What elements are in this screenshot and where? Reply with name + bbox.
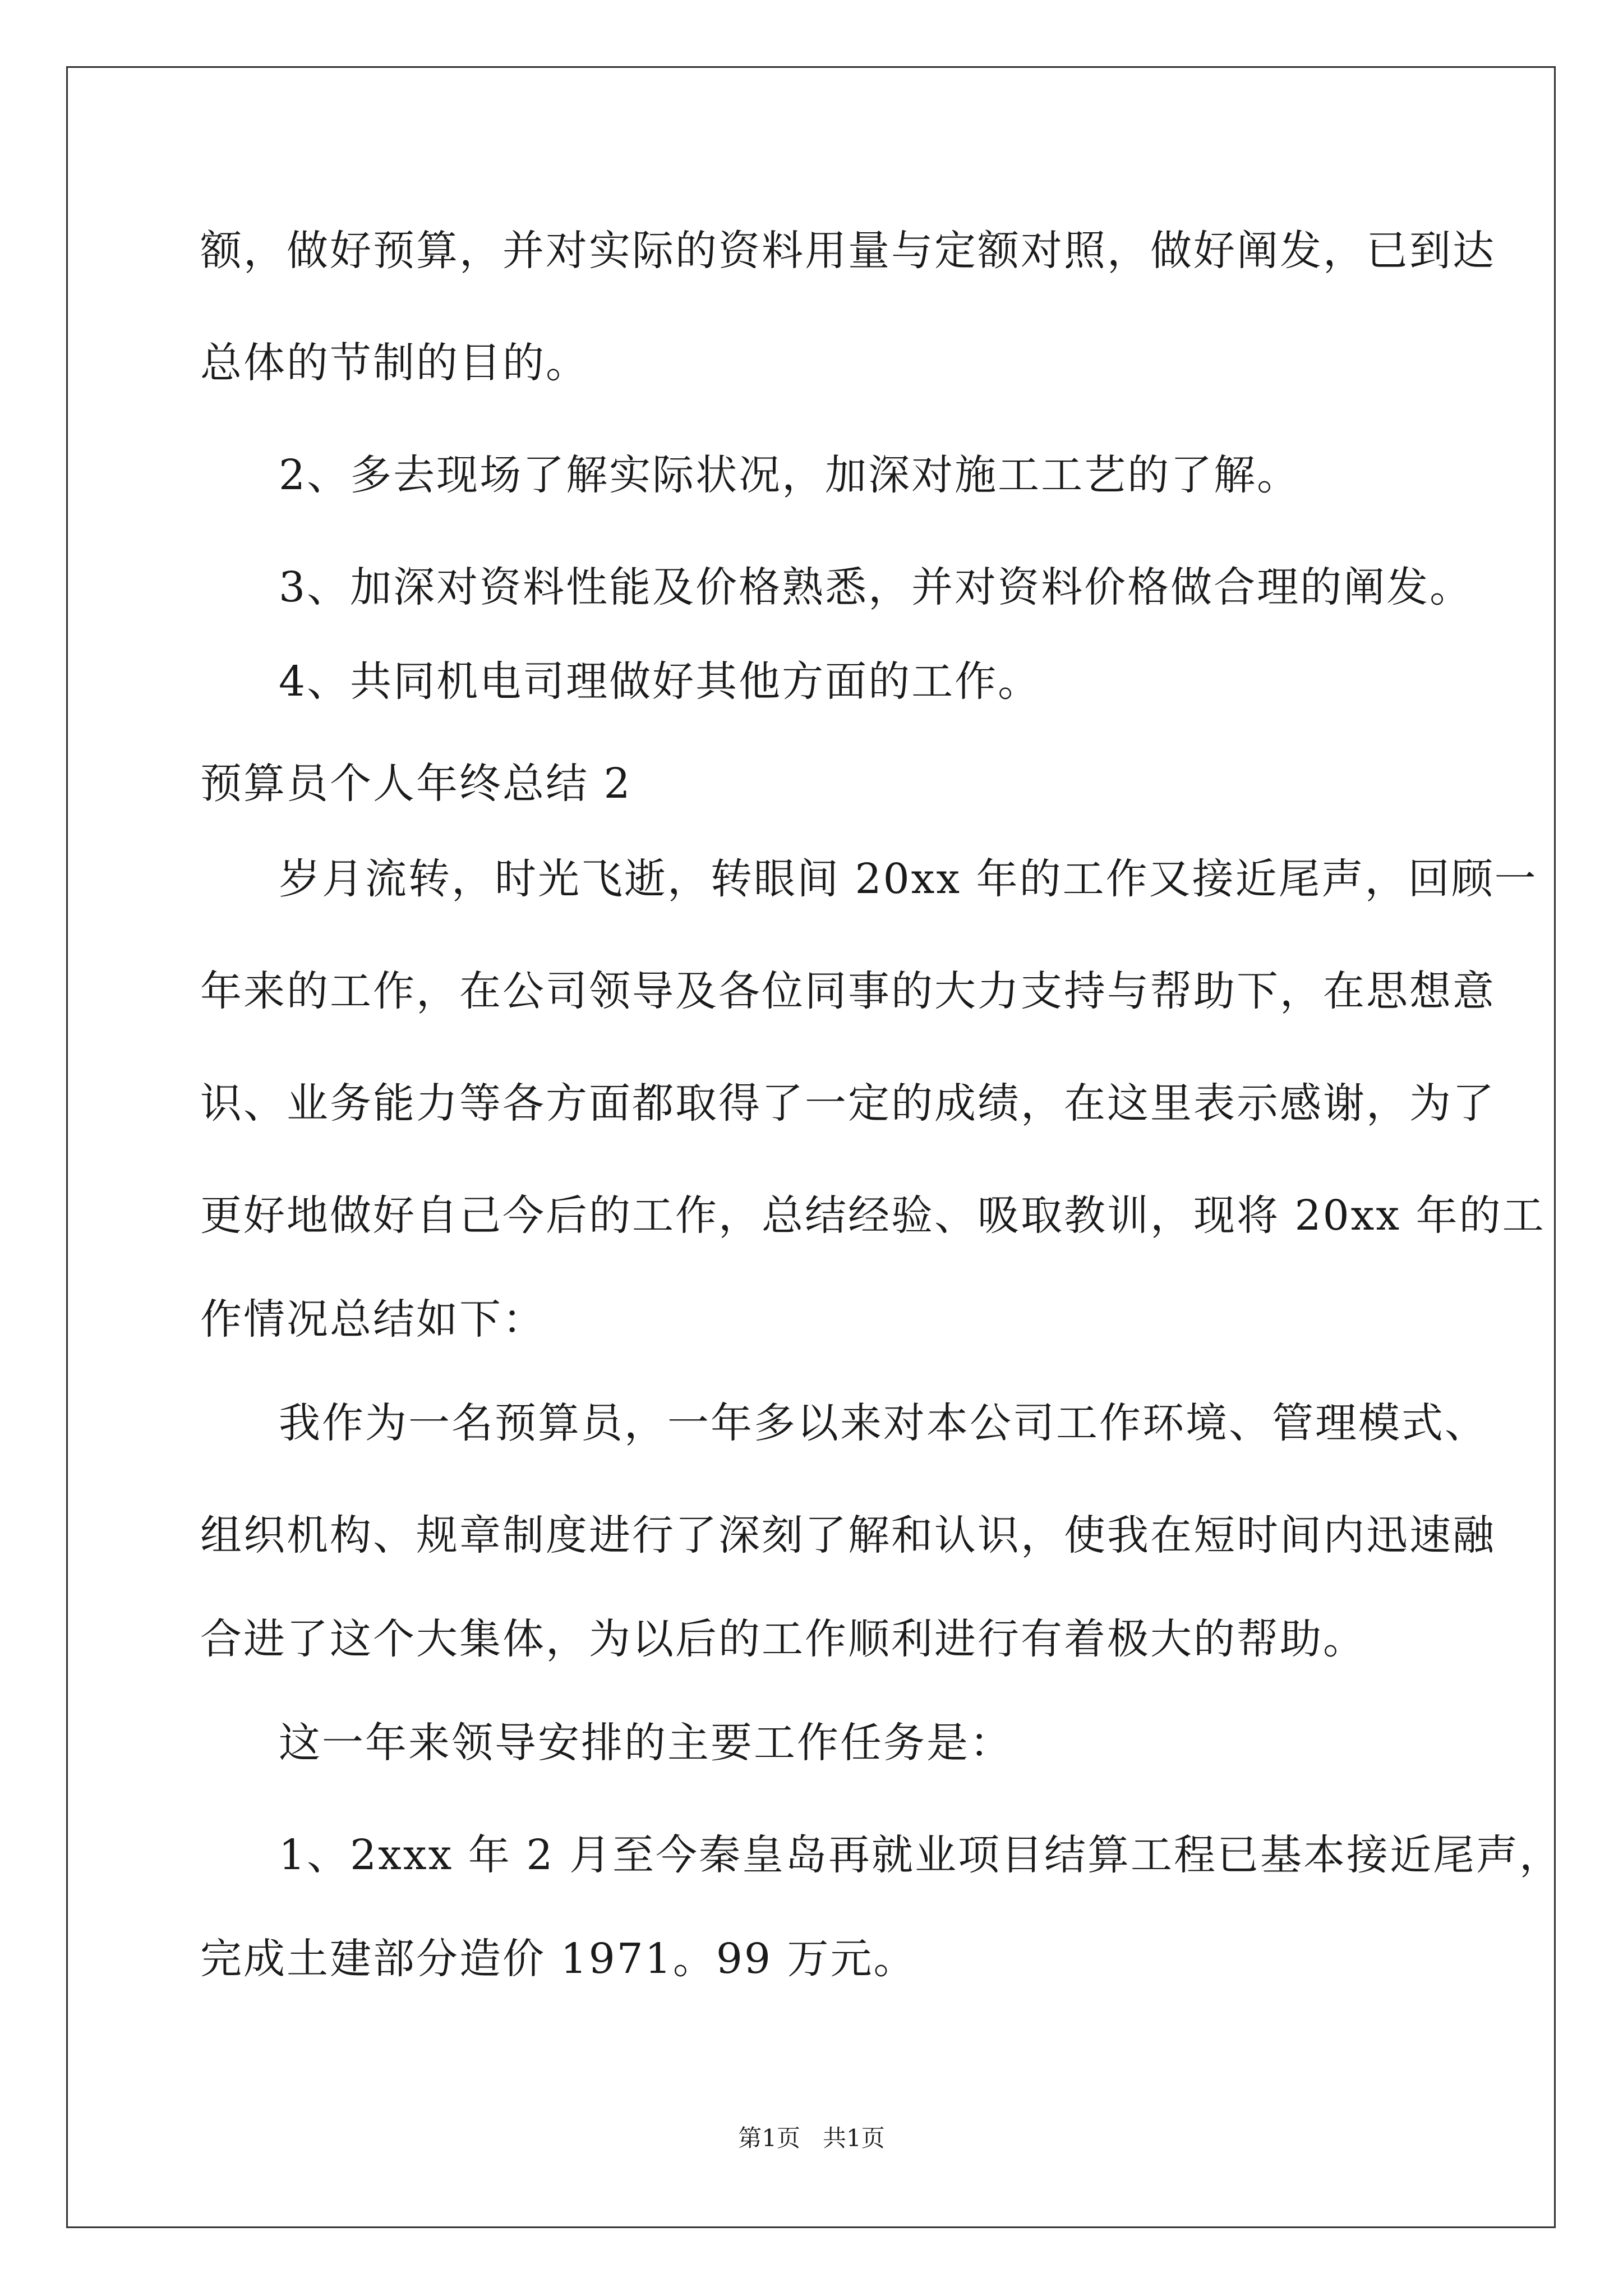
body-line: 完成土建部分造价 1971。99 万元。: [200, 1935, 917, 1983]
section-heading: 预算员个人年终总结 2: [200, 760, 632, 808]
body-line: 额，做好预算，并对实际的资料用量与定额对照，做好阐发，已到达: [200, 227, 1496, 275]
body-line: 4、共同机电司理做好其他方面的工作。: [279, 657, 1041, 706]
body-line: 合进了这个大集体，为以后的工作顺利进行有着极大的帮助。: [200, 1615, 1366, 1663]
body-line: 3、加深对资料性能及价格熟悉，并对资料价格做合理的阐发。: [279, 563, 1473, 611]
body-line: 岁月流转，时光飞逝，转眼间 20xx 年的工作又接近尾声，回顾一: [279, 855, 1538, 903]
body-line: 年来的工作，在公司领导及各位同事的大力支持与帮助下，在思想意: [200, 967, 1496, 1015]
body-line: 总体的节制的目的。: [200, 339, 589, 387]
body-line: 更好地做好自己今后的工作，总结经验、吸取教训，现将 20xx 年的工: [200, 1191, 1546, 1240]
body-line: 这一年来领导安排的主要工作任务是：: [279, 1719, 1013, 1767]
page-footer: 第1页 共1页: [738, 2124, 885, 2152]
body-line: 识、业务能力等各方面都取得了一定的成绩，在这里表示感谢，为了: [200, 1079, 1496, 1128]
body-line: 作情况总结如下：: [200, 1295, 546, 1343]
body-line: 2、多去现场了解实际状况，加深对施工工艺的了解。: [279, 451, 1301, 499]
body-line: 1、2xxx 年 2 月至今秦皇岛再就业项目结算工程已基本接近尾声，: [279, 1831, 1563, 1879]
body-line: 组织机构、规章制度进行了深刻了解和认识，使我在短时间内迅速融: [200, 1511, 1496, 1559]
body-line: 我作为一名预算员，一年多以来对本公司工作环境、管理模式、: [279, 1399, 1488, 1447]
